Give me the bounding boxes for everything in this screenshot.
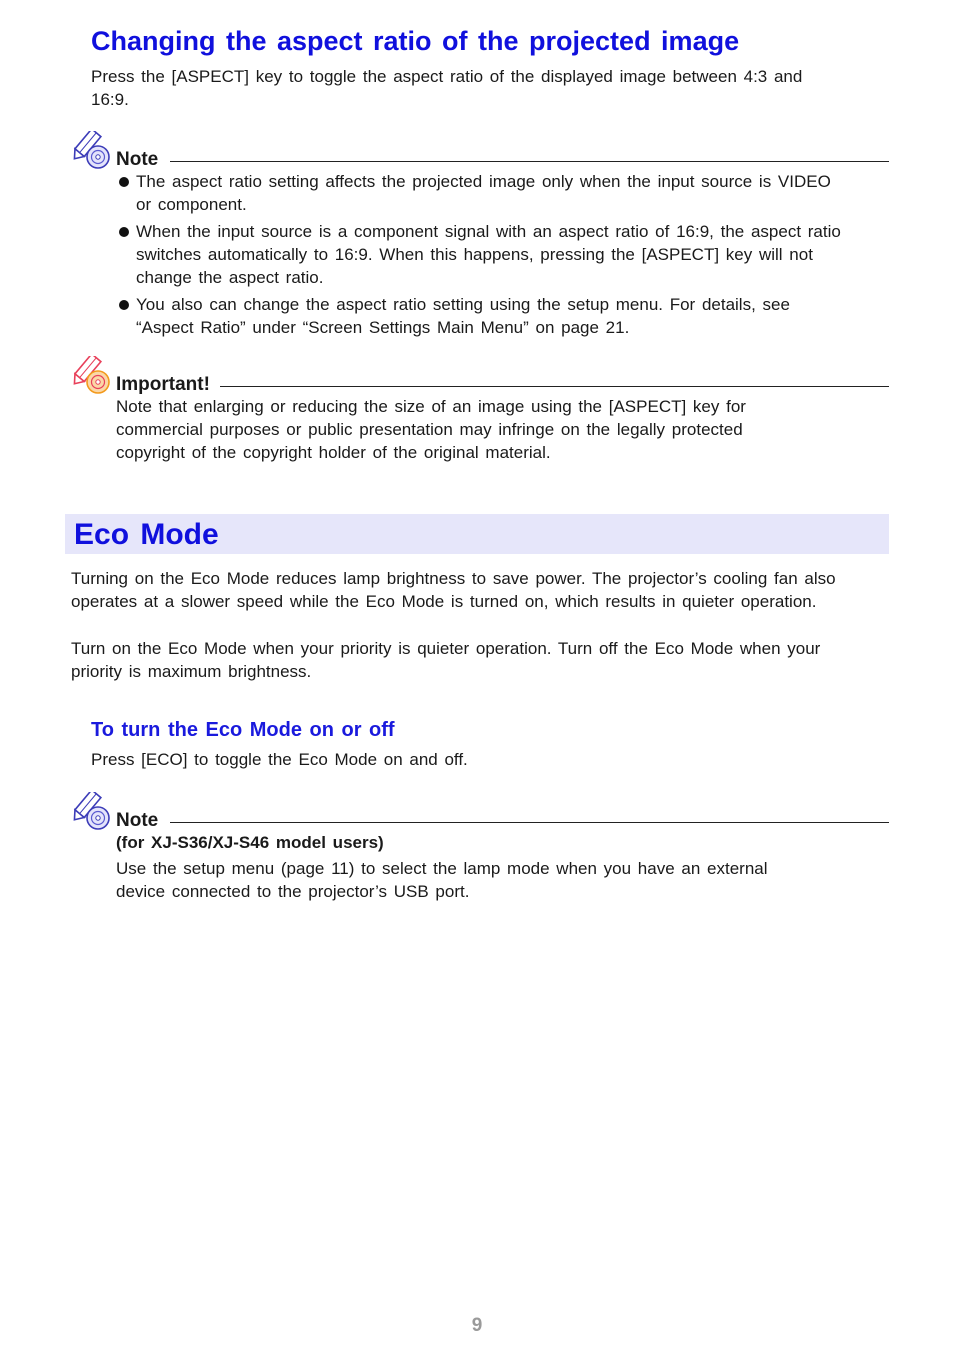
note-lamp-mode-text: Use the setup menu (page 11) to select the lamp mode when you have an external device connected to the projector’s USB port. — [116, 859, 768, 901]
important-pencil-disc-icon — [70, 356, 112, 396]
note-label: Note — [116, 149, 166, 171]
note-divider — [170, 161, 889, 162]
note-header — [70, 131, 889, 171]
bullet-dot-icon — [119, 177, 129, 187]
important-header — [70, 356, 889, 396]
note-pencil-disc-icon — [70, 792, 112, 832]
eco-paragraph-2: Turn on the Eco Mode when your priority is quieter operation. Turn off the Eco Mode when your priority is maximum brightness. — [71, 639, 821, 681]
list-item: The aspect ratio setting affects the projected image only when the input source is VIDEO or component. — [116, 170, 841, 216]
eco-mode-heading-band — [65, 514, 889, 554]
section-title-aspect-ratio: Changing the aspect ratio of the projected image — [91, 26, 740, 56]
note-bullet-list — [116, 170, 841, 343]
note-model-sublabel: (for XJ-S36/XJ-S46 model users) — [116, 833, 384, 852]
list-item: You also can change the aspect ratio setting using the setup menu. For details, see “Aspect Ratio” under “Screen Settings Main Menu” on page 21. — [116, 293, 841, 339]
list-item: When the input source is a component signal with an aspect ratio of 16:9, the aspect ratio switches automatically to 16:9. When this happens, pressing the [ASPECT] key will not change the aspect ratio. — [116, 220, 841, 289]
note-pencil-disc-icon — [70, 131, 112, 171]
note-divider — [170, 822, 889, 823]
bullet-dot-icon — [119, 227, 129, 237]
important-text: Note that enlarging or reducing the size of an image using the [ASPECT] key for commercial purposes or public presentation may infringe on the legally protected copyright of the copyright holder of the original material. — [116, 397, 746, 462]
important-label: Important! — [116, 374, 218, 396]
eco-mode-title: Eco Mode — [74, 518, 219, 551]
important-divider — [220, 386, 889, 387]
note-header — [70, 792, 889, 832]
note-label: Note — [116, 810, 166, 832]
eco-subtitle: To turn the Eco Mode on or off — [91, 719, 395, 741]
eco-instruction: Press [ECO] to toggle the Eco Mode on and off. — [91, 750, 468, 769]
eco-paragraph-1: Turning on the Eco Mode reduces lamp brightness to save power. The projector’s cooling fan also operates at a slower speed while the Eco Mode is turned on, which results in quieter operation. — [71, 569, 836, 611]
bullet-dot-icon — [119, 300, 129, 310]
aspect-intro-text: Press the [ASPECT] key to toggle the aspect ratio of the displayed image between 4:3 and 16:9. — [91, 67, 803, 109]
page-number: 9 — [471, 1315, 483, 1336]
